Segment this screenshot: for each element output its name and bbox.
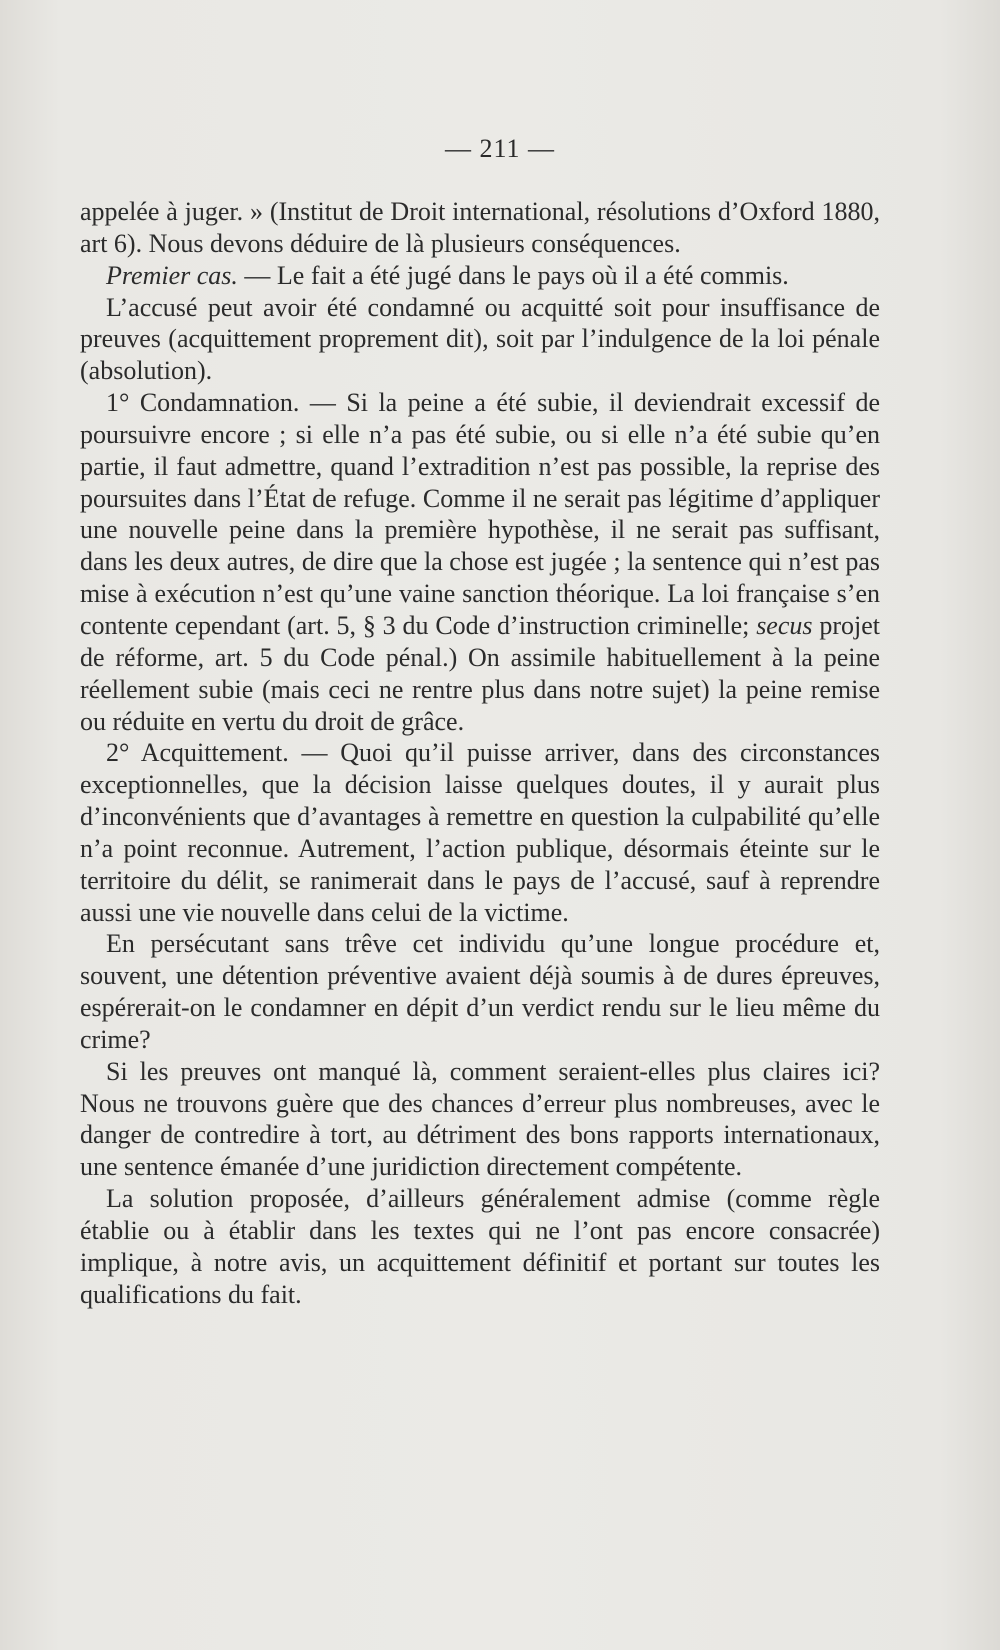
premier-cas-label: Premier cas. (106, 260, 238, 290)
paragraph-preuves: Si les preuves ont manqué là, comment seraient-elles plus claires ici? Nous ne trouvons guère que des chances d’erreur plus nombreuses, avec le danger de contredire à tort, au détriment des bons rapports internationaux, une sentence émanée d’une juridiction directement compétente. (80, 1056, 880, 1182)
condamnation-text-1: 1° Condamnation. — Si la peine a été subie, il deviendrait excessif de poursuivre encore ; si elle n’a pas été subie, ou si elle n’a été subie qu’en partie, il faut admettre, quand l’extradition n’est pas possible, la reprise des poursuites dans l’État de refuge. Comme il ne serait pas légitime d’appliquer une nouvelle peine dans la première hypothèse, il ne serait pas suffisant, dans les deux autres, de dire que la chose est jugée ; la sentence qui n’est pas mise à exécution n’est qu’une vaine sanction théorique. La loi française s’en contente cependant (art. 5, § 3 du Code d’instruction criminelle; (80, 388, 880, 640)
paragraph-accuse: L’accusé peut avoir été condamné ou acquitté soit pour insuffisance de preuves (acquittement proprement dit), soit par l’indulgence de la loi pénale (absolution). (80, 292, 880, 386)
condamnation-text-2: projet de réforme, art. 5 du Code pénal.) On assimile habituellement à la peine réellement subie (mais ceci ne rentre plus dans notre sujet) la peine remise ou réduite en vertu du droit de grâce. (80, 610, 880, 736)
paragraph-premier-cas (80, 260, 880, 292)
paragraph-persecutant: En persécutant sans trêve cet individu qu’une longue procédure et, souvent, une détention préventive avaient déjà soumis à de dures épreuves, espérerait-on le condamner en dépit d’un verdict rendu sur le lieu même du crime? (80, 929, 880, 1054)
secus-word: secus (756, 610, 813, 640)
premier-cas-text: — Le fait a été jugé dans le pays où il a été commis. (237, 260, 789, 290)
paragraph-solution: La solution proposée, d’ailleurs généralement admise (comme règle établie ou à établir dans les textes qui ne l’ont pas encore consacrée) implique, à notre avis, un acquittement définitif et portant sur toutes les qualifications du fait. (80, 1184, 880, 1309)
paragraph-acquittement: 2° Acquittement. — Quoi qu’il puisse arriver, dans des circonstances exceptionnelles, que la décision laisse quelques doutes, il y aurait plus d’inconvénients que d’avantages à remettre en question la culpabilité qu’elle n’a point reconnue. Autrement, l’action publique, désormais éteinte sur le territoire du délit, se ranimerait dans le pays de l’accusé, sauf à reprendre aussi une vie nouvelle dans celui de la victime. (80, 738, 880, 927)
paragraph-1: appelée à juger. » (Institut de Droit international, résolutions d’Oxford 1880, art 6). Nous devons déduire de là plusieurs conséquences. (80, 197, 880, 258)
paragraph-condamnation (80, 387, 880, 737)
page-number: — 211 — (444, 134, 556, 163)
body-text (80, 196, 880, 1311)
